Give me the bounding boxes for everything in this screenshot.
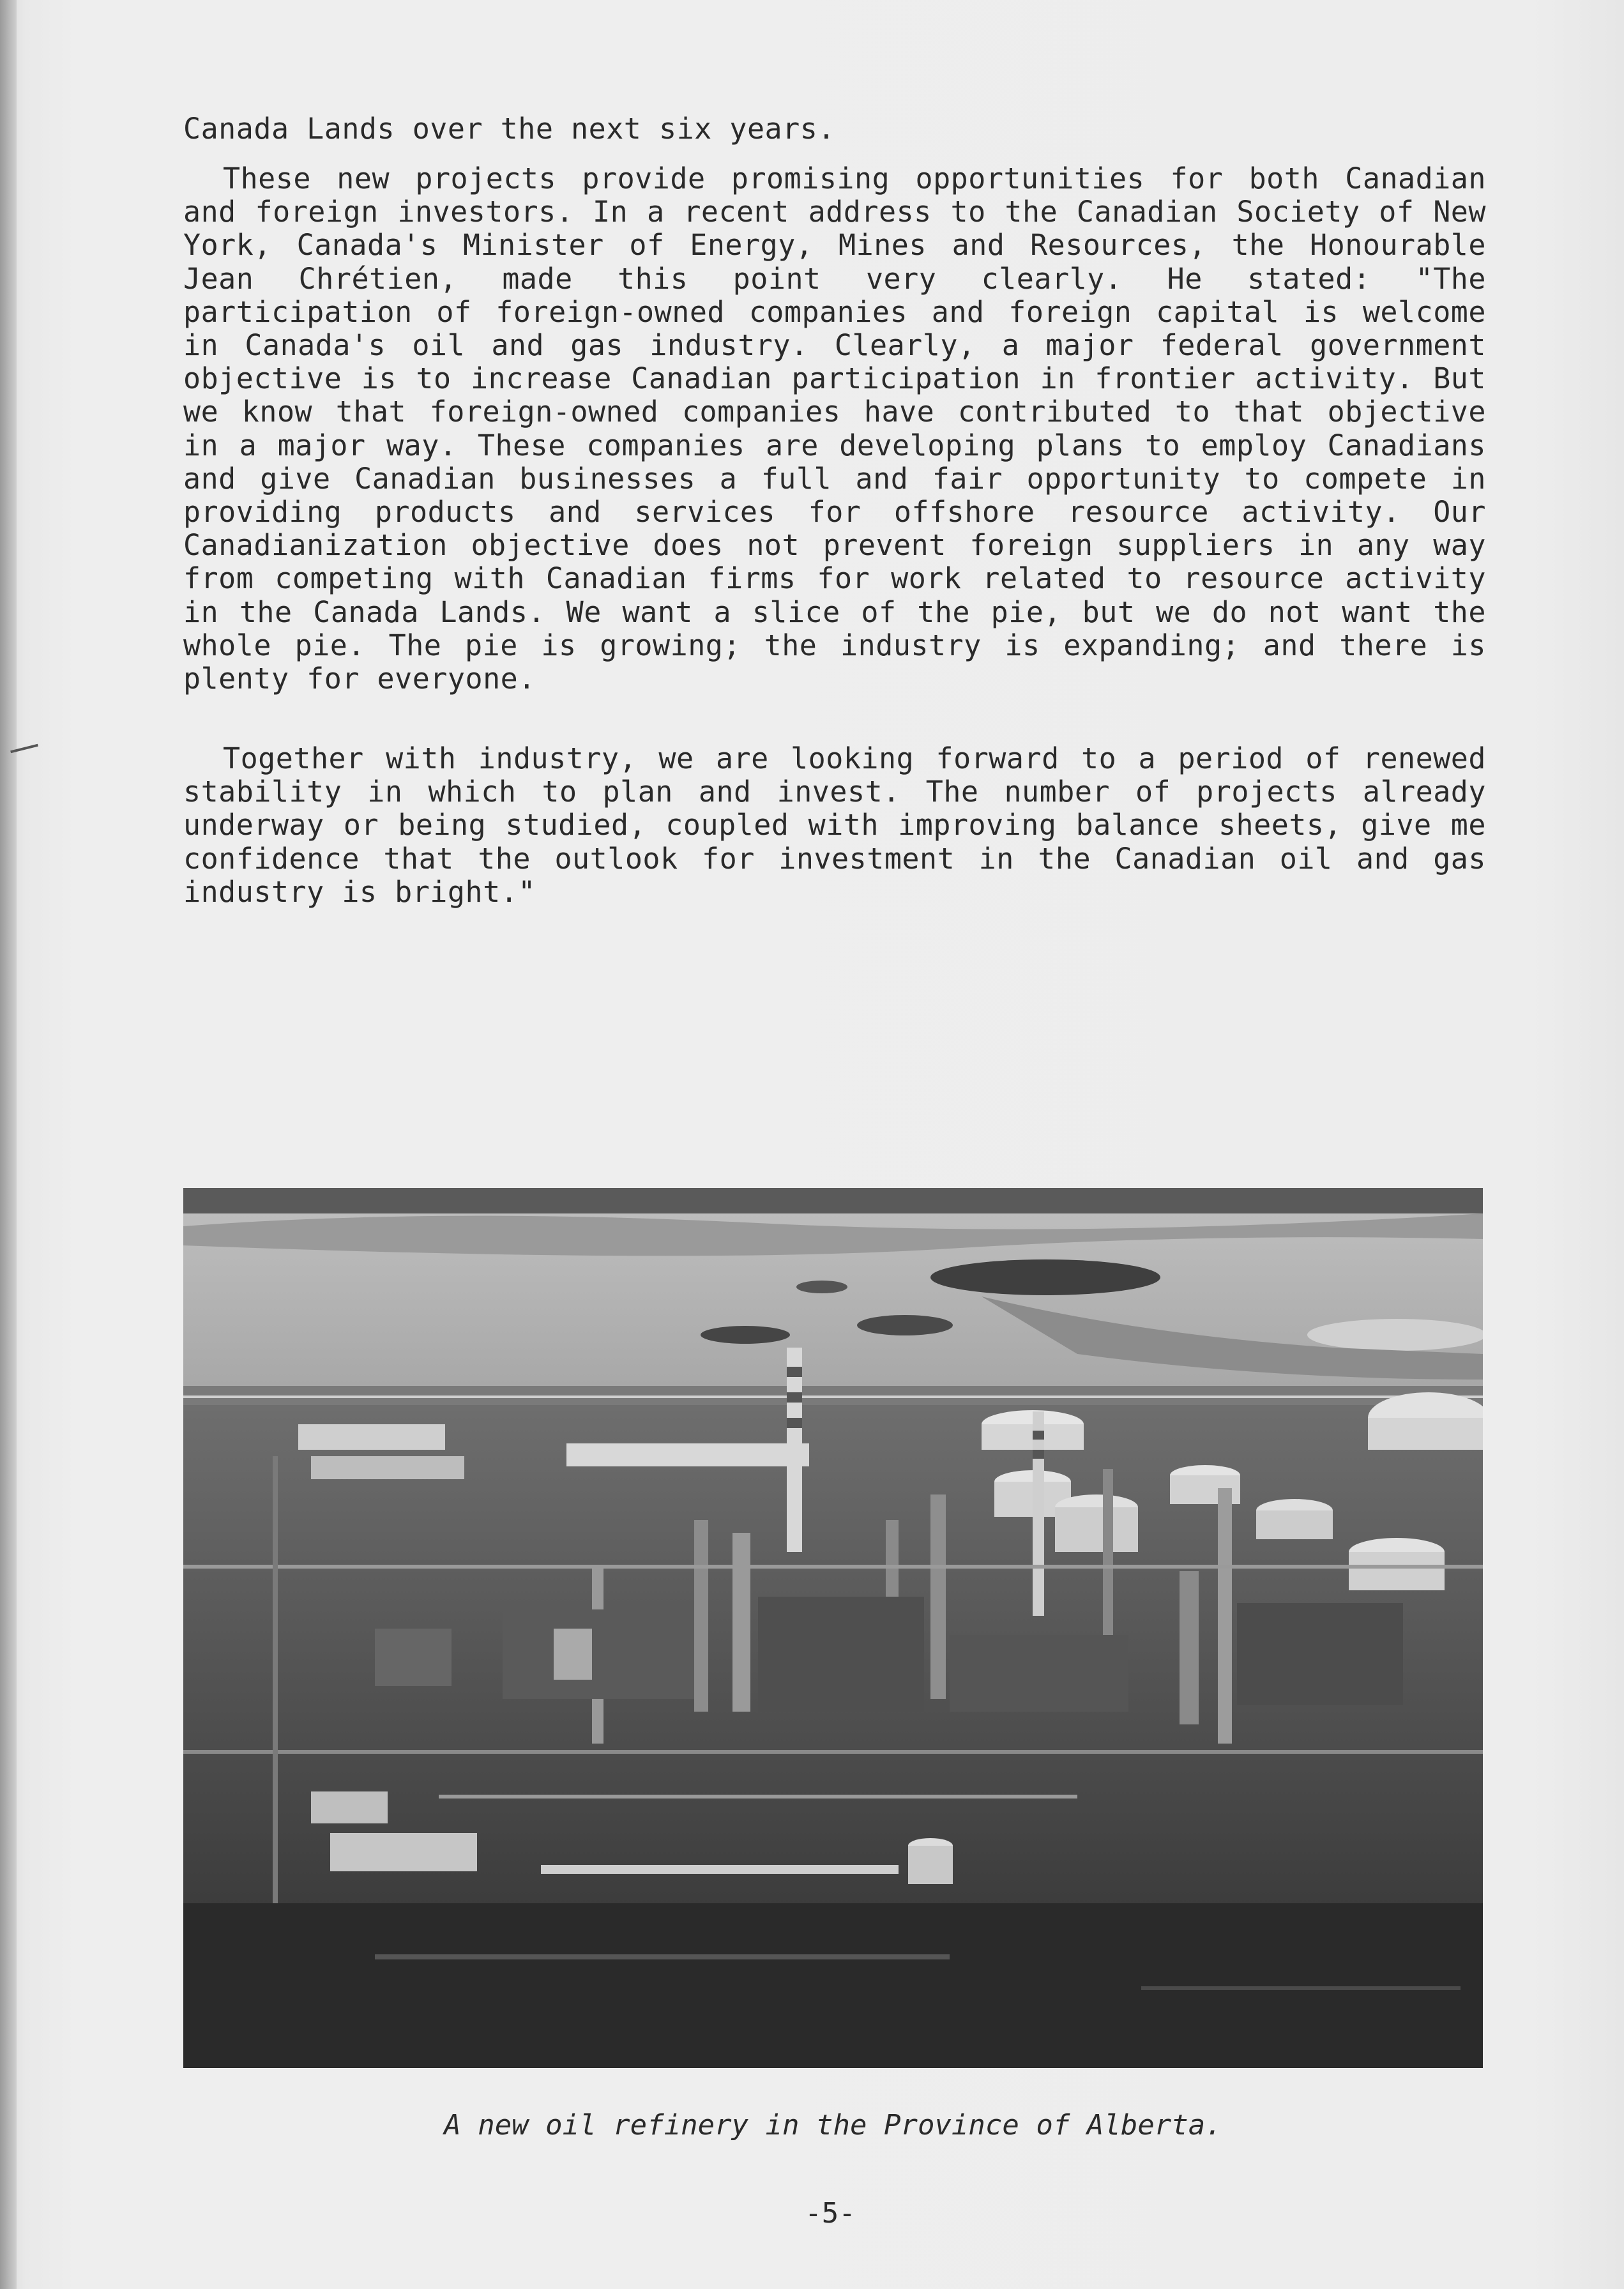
paragraph-2: Together with industry, we are looking forward to a period of renewed stability in which to plan and invest. The number of projects already underway or being studied, coupled with improving balance sheets, give me confidence that the outlook for investment in the Canadian oil and gas industry is bright." [183, 741, 1486, 909]
refinery-photo [183, 1188, 1483, 2068]
lead-line: Canada Lands over the next six years. [183, 112, 835, 146]
page-number: -5- [805, 2197, 856, 2230]
paragraph-1: These new projects provide promising opportunities for both Canadian and foreign investors. In a recent address to the Canadian Society of New York, Canada's Minister of Energy, Mines and Resources, the Honourable Jean Chrétien, made this point very clearly. He stated: "The participation of foreign-owned companies and foreign capital is welcome in Canada's oil and gas industry. Clearly, a major federal government objective is to increase Canadian participation in frontier activity. But we know that foreign-owned companies have contributed to that objective in a major way. These companies are developing plans to employ Canadians and give Canadian businesses a full and fair opportunity to compete in providing products and services for offshore resource activity. Our Canadianization objective does not prevent foreign suppliers in any way from competing with Canadian firms for work related to resource activity in the Canada Lands. We want a slice of the pie, but we do not want the whole pie. The pie is growing; the industry is expanding; and there is plenty for everyone. [183, 162, 1486, 696]
binding-spine [0, 0, 17, 2289]
photo-caption: A new oil refinery in the Province of Alberta. [444, 2109, 1222, 2141]
